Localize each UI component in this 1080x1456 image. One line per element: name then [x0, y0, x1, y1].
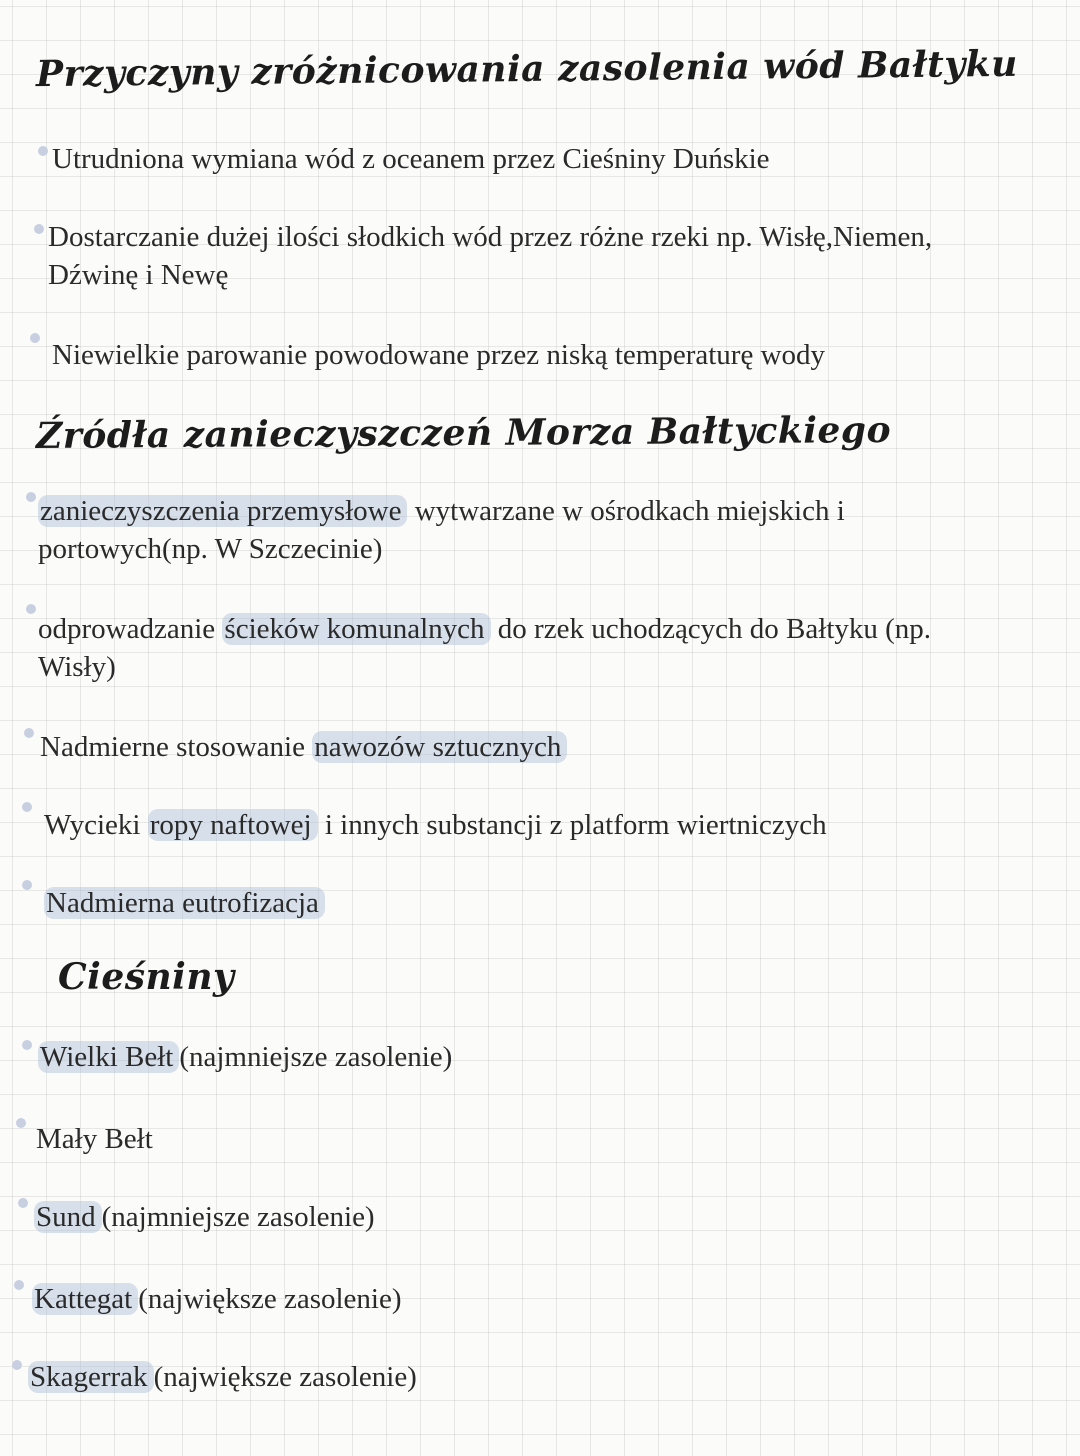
item-text: Wisły): [38, 651, 116, 683]
highlighted-text: zanieczyszczenia przemysłowe: [38, 495, 407, 527]
highlighted-text: nawozów sztucznych: [312, 731, 567, 763]
highlighted-text: ropy naftowej: [148, 809, 318, 841]
list-item: [52, 140, 770, 178]
item-text: (największe zasolenie): [153, 1361, 417, 1393]
list-item: [52, 336, 825, 374]
item-text: Nadmierne stosowanie: [40, 731, 313, 763]
list-item: [34, 1198, 375, 1236]
item-text: do rzek uchodzących do Bałtyku (np.: [490, 613, 932, 645]
item-text: i innych substancji z platform wiertniczych: [317, 809, 827, 841]
item-text: (największe zasolenie): [138, 1283, 402, 1315]
item-text: Niewielkie parowanie powodowane przez niską temperaturę wody: [52, 339, 826, 371]
heading-pollution: Źródła zanieczyszczeń Morza Bałtyckiego: [35, 409, 892, 457]
list-item: [38, 610, 931, 648]
item-text: Mały Bełt: [36, 1123, 153, 1155]
highlighted-text: Nadmierna eutrofizacja: [44, 887, 325, 919]
bullet-icon: [22, 802, 32, 812]
list-item: [32, 1280, 402, 1318]
list-item: [36, 1120, 153, 1158]
bullet-icon: [24, 728, 34, 738]
list-item-continuation: [38, 530, 382, 568]
list-item-continuation: [48, 256, 228, 294]
bullet-icon: [26, 604, 36, 614]
highlighted-text: ścieków komunalnych: [222, 613, 490, 645]
bullet-icon: [16, 1118, 26, 1128]
bullet-icon: [22, 1040, 32, 1050]
item-text: (najmniejsze zasolenie): [179, 1041, 453, 1073]
highlighted-text: Kattegat: [32, 1283, 138, 1315]
bullet-icon: [14, 1280, 24, 1290]
list-item-continuation: [38, 648, 116, 686]
item-text: portowych(np. W Szczecinie): [38, 533, 383, 565]
bullet-icon: [26, 492, 36, 502]
item-text: odprowadzanie: [38, 613, 223, 645]
item-text: wytwarzane w ośrodkach miejskich i: [407, 495, 845, 527]
bullet-icon: [18, 1198, 28, 1208]
item-text: (najmniejsze zasolenie): [101, 1201, 375, 1233]
bullet-icon: [38, 146, 48, 156]
bullet-icon: [34, 224, 44, 234]
item-text: Utrudniona wymiana wód z oceanem przez Cieśniny Duńskie: [52, 143, 770, 175]
item-text: Dostarczanie dużej ilości słodkich wód przez różne rzeki np. Wisłę,Niemen,: [48, 221, 933, 253]
heading-straits: Cieśniny: [58, 956, 235, 998]
list-item: [44, 884, 325, 922]
list-item: [48, 218, 932, 256]
list-item: [38, 492, 845, 530]
list-item: [40, 728, 567, 766]
heading-salinity: Przyczyny zróżnicowania zasolenia wód Bałtyku: [35, 42, 1018, 96]
bullet-icon: [12, 1360, 22, 1370]
highlighted-text: Skagerrak: [28, 1361, 154, 1393]
list-item: [38, 1038, 452, 1076]
item-text: Dźwinę i Newę: [48, 259, 229, 291]
item-text: Wycieki: [44, 809, 148, 841]
bullet-icon: [22, 880, 32, 890]
list-item: [28, 1358, 417, 1396]
list-item: [44, 806, 827, 844]
highlighted-text: Wielki Bełt: [38, 1041, 179, 1073]
highlighted-text: Sund: [34, 1201, 102, 1233]
bullet-icon: [30, 333, 40, 343]
